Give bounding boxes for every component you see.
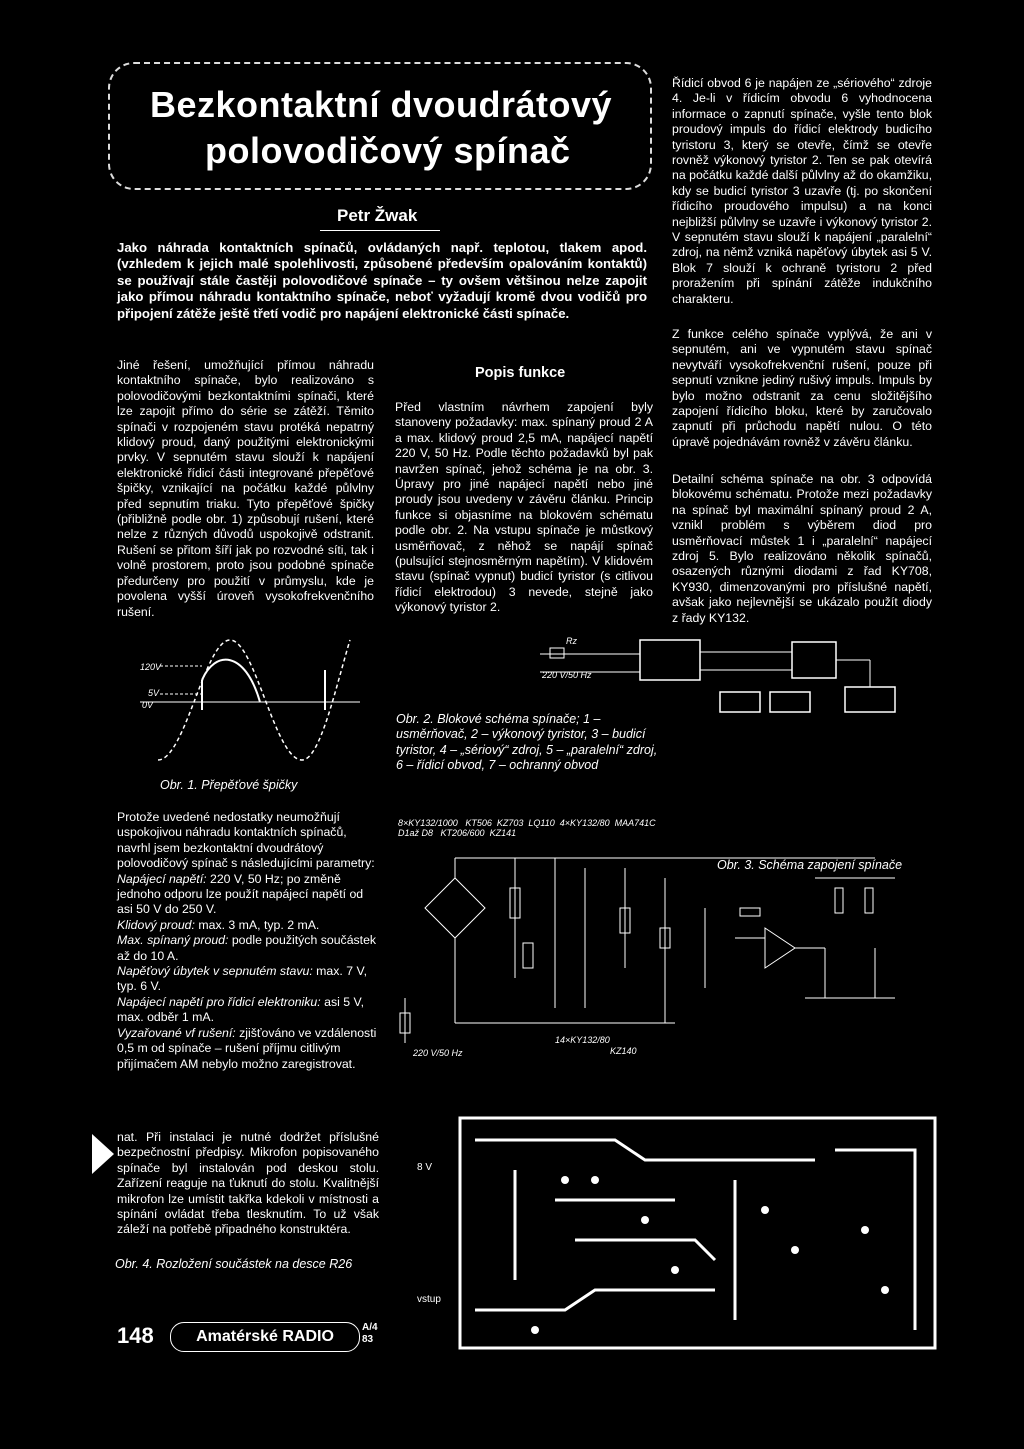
right-column-part3: Detailní schéma spínače na obr. 3 odpovídá blokovému schématu. Protože mezi požadavky na spínač byl maximální spínaný proud 2 A, vznikl problém s výběrem diod pro usměrňovací můstek 1 i „paralelní“ napájecí zdroj 5. Bylo realizováno několik spínačů, osazených různými diodami z řad KY708, KY930, dimenzovanými pro příslušné napětí, avšak jako nejlevnější se ukázalo použít diody z řady KY132. <box>672 472 932 625</box>
figure4-pcb-layout <box>415 1110 940 1358</box>
fig3-label: KZ703 <box>496 818 524 828</box>
label-0v: 0V <box>142 700 154 710</box>
continuation-arrow-icon <box>92 1134 114 1174</box>
lead-paragraph: Jako náhrada kontaktních spínačů, ovládaných např. teplotou, tlakem apod. (vzhledem k jejich malé spolehlivosti, způsobené především opalováním kontaktů) se používají stále častěji polovodičové spínače – ty ovšem většinou nelze zapojit jako přímou náhradu kontaktního spínače, neboť vyžadují kromě dvou vodičů pro připojení zátěže ještě třetí vodič pro napájení elektronické části spínače. <box>117 240 647 321</box>
param-ctrl-label: Napájecí napětí pro řídicí elektroniku: <box>117 994 321 1009</box>
figure1-waveform <box>130 630 370 775</box>
fig3-label: MAA741C <box>614 818 656 828</box>
parameters-list <box>117 810 379 1072</box>
fig3-label: LQ110 <box>528 818 555 828</box>
fig3-label: 8×KY132/1000 <box>398 818 458 828</box>
fig3-label: D1až D8 <box>398 828 434 838</box>
figure1-caption: Obr. 1. Přepěťové špičky <box>160 778 298 792</box>
param-max-value: podle použitých součástek až do 10 A. <box>117 933 377 963</box>
param-idle-value: max. 3 mA, typ. 2 mA. <box>198 917 320 932</box>
continuation-note: nat. Při instalaci je nutné dodržet příslušné bezpečnostní předpisy. Mikrofon popisovaného spínače byl instalován pod deskou stolu. Zařízení reaguje na ťuknutí do stolu. Kvalitnější mikrofon lze umístit takřka kdekoli v místnosti a spínání ovládat třeba tlesknutím. To už však záleží na potřebě připadného konstruktéra. <box>117 1130 379 1237</box>
issue-top: A/4 <box>362 1322 378 1333</box>
figure3-caption: Obr. 3. Schéma zapojení spínače <box>717 858 903 872</box>
figure2-caption: Obr. 2. Blokové schéma spínače; 1 – usměrňovač, 2 – výkonový tyristor, 3 – budicí tyristor, 4 – „sériový“ zdroj, 5 – „paralelní“ zdroj, 6 – řídicí obvod, 7 – ochranný obvod <box>396 712 658 773</box>
magazine-logo: Amatérské RADIO <box>170 1322 360 1352</box>
param-idle-label: Klidový proud: <box>117 917 195 932</box>
param-supply-label: Napájecí napětí: <box>117 871 207 886</box>
fig3-label: KZ140 <box>610 1046 637 1056</box>
figure2-block-diagram <box>530 632 910 714</box>
right-column-part1: Řídicí obvod 6 je napájen ze „sériového“ zdroje 4. Je-li v řídicím obvodu 6 vyhodnocena informace o zapnutí spínače, vyšle tento blok proudový impuls do řídicí elektrody budicího tyristoru 3, který se otevře, čímž se otevře rovněž výkonový tyristor 2. Ten se pak otevírá na počátku každé další půlvlny až do okamžiku, kdy se budicí tyristor 3 uzavře (tj. po skončení řídicího proudového impulsu) a na konci nejbližší půlvlny se uzavře i výkonový tyristor 2. V sepnutém stavu slouží k napájení „paralelní“ zdroj, na němž vzniká napěťový úbytek asi 5 V. Blok 7 slouží k ochraně tyristoru 2 před proražením při spínání zátěže indukčního charakteru. <box>672 76 932 306</box>
author: Petr Žwak <box>337 206 418 225</box>
fig3-label: KT206/600 <box>440 828 485 838</box>
section-heading-popis: Popis funkce <box>475 365 566 381</box>
issue-number <box>362 1322 378 1346</box>
fig4-input-label: vstup <box>417 1294 441 1305</box>
page-number: 148 <box>117 1323 154 1348</box>
intro-column: Jiné řešení, umožňující přímou náhradu kontaktního spínače, bylo realizováno s polovodičovými bezkontaktními spínači, které lze zapojit přímo do série se zátěží. Těmito spínači v rozpojeném stavu protéká nepatrný klidový proud, daný použitými elektronickými prvky. V sepnutém stavu slouží k napájení elektronické řídicí části integrované přepěťové špičky, vznikající na počátku každé půlvlny před sepnutím triaku. Tyto přepěťové špičky (přibližně podle obr. 1) způsobují rušení, které nelze z různých důvodů uspokojivě odstranit. Rušení se přitom šíří jak po rozvodné síti, tak i volně prostorem, proto jsou podobné spínače předurčeny pro použití v průmyslu, kde je povolena vyšší úroveň vysokofrekvenčního rušení. <box>117 358 374 619</box>
issue-bottom: 83 <box>362 1334 374 1345</box>
right-column-part2: Z funkce celého spínače vyplývá, že ani v sepnutém, ani ve vypnutém stavu spínač nevytváří vysokofrekvenční rušení, pouze při sepnutí vznikne jediný rušivý impuls. Impuls by bylo možno odstranit za cenu složitějšího zapojení řídicího bloku, které by zaručovalo zapnutí při průchodu napětí nulou. O této úpravě pojednávám rovněž v závěru článku. <box>672 327 932 449</box>
figure3-schematic <box>395 848 915 1058</box>
fig3-voltage-label: 220 V/50 Hz <box>413 1048 463 1058</box>
function-column: Před vlastním návrhem zapojení byly stanoveny požadavky: max. spínaný proud 2 A a max. klidový proud 2,5 mA, napájecí napětí 220 V, 50 Hz. Podle těchto požadavků byl pak navržen spínač, jehož schéma je na obr. 3. Úpravy pro jiné napájecí napětí nebo jiné proudy jsou uvedeny v závěru článku. Princip funkce si objasníme na blokovém schématu podle obr. 2. Na vstupu spínače je můstkový usměrňovač, z něhož se napájí spínač (pulsující stejnosměrným napětím). V klidovém stavu (spínač vypnut) budicí tyristor (s citlivou řídicí elektrodou) 3 nevede, stejně jako výkonový tyristor 2. <box>395 400 653 615</box>
param-supply-value: 220 V, 50 Hz; po změně jednoho odporu lze použít napájecí napětí od asi 50 V do 250 V. <box>117 871 364 917</box>
fig3-label: KZ141 <box>489 828 517 838</box>
article-title-line2: polovodičový spínač <box>205 130 571 171</box>
param-max-label: Max. spínaný proud: <box>117 933 229 948</box>
param-rf-label: Vyzařované vf rušení: <box>117 1025 236 1040</box>
fig2-voltage: 220 V/50 Hz <box>542 670 592 680</box>
author-divider <box>320 230 440 231</box>
fig4-8v-label: 8 V <box>417 1162 433 1173</box>
fig3-label: 4×KY132/80 <box>559 818 610 828</box>
label-5v: 5V <box>148 688 160 698</box>
article-title-line1: Bezkontaktní dvoudrátový <box>150 84 613 125</box>
figure3-top-labels <box>398 818 798 838</box>
fig3-label: 14×KY132/80 <box>555 1035 610 1045</box>
param-drop-label: Napěťový úbytek v sepnutém stavu: <box>117 964 313 979</box>
fig2-rz: Rz <box>566 636 577 646</box>
param-drop-value: max. 7 V, typ. 6 V. <box>117 964 367 994</box>
params-intro: Protože uvedené nedostatky neumožňují uspokojivou náhradu kontaktních spínačů, navrhl jsem bezkontaktní dvoudrátový polovodičový spínač s následujícími parametry: <box>117 810 375 871</box>
param-ctrl-value: asi 5 V, max. odběr 1 mA. <box>117 994 365 1025</box>
param-rf-value: zjišťováno ve vzdálenosti 0,5 m od spínače – rušení příjmu citlivým přijímačem AM nebylo možno zaregistrovat. <box>117 1025 377 1071</box>
figure4-caption: Obr. 4. Rozložení součástek na desce R26 <box>115 1257 353 1271</box>
label-120v: 120V <box>140 662 162 672</box>
fig3-label: KT506 <box>465 818 492 828</box>
